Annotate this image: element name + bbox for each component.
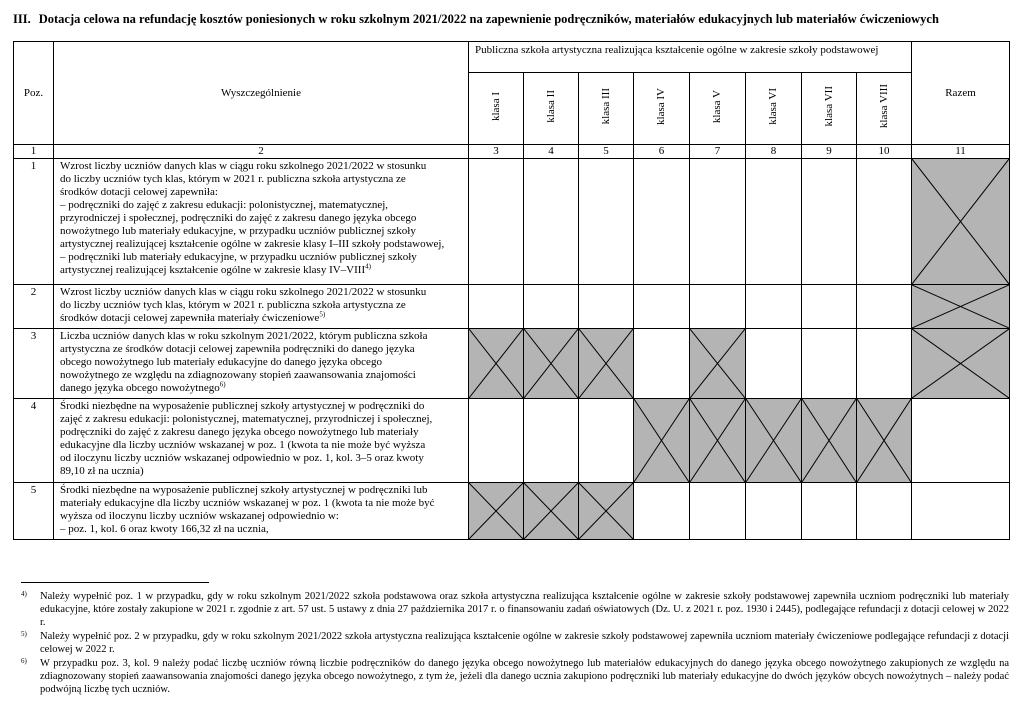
- cross-mark-icon: [469, 329, 523, 398]
- footnote-ref: 4): [365, 262, 371, 271]
- cell-input[interactable]: [524, 285, 579, 329]
- footnote-4: [21, 590, 1009, 630]
- desc-line: – poz. 1, kol. 6 oraz kwoty 166,32 zł na ucznia,: [60, 523, 269, 535]
- cross-mark-icon: [469, 483, 523, 539]
- row-description: [54, 483, 469, 540]
- column-number: 6: [634, 145, 690, 159]
- cell-input[interactable]: [857, 159, 912, 285]
- row-poz: 1: [14, 159, 54, 285]
- footnote-ref: 5): [319, 310, 326, 319]
- header-klasa-3: klasa III: [599, 88, 612, 125]
- footnote-marker: 6): [21, 657, 27, 665]
- cell-input[interactable]: [912, 483, 1010, 540]
- column-number-row: [14, 145, 1010, 159]
- footnote-5: [21, 630, 1009, 656]
- desc-line: nowożytnego lub materiały edukacyjne, w przypadku uczniów publicznej szkoły: [60, 225, 416, 237]
- desc-line: środków dotacji celowej zapewniła:: [60, 186, 218, 198]
- crossed-out-cell: [469, 483, 524, 540]
- cell-input[interactable]: [690, 285, 746, 329]
- footnote-marker: 4): [21, 590, 27, 598]
- desc-line: [60, 312, 464, 325]
- row-poz: 2: [14, 285, 54, 329]
- cell-input[interactable]: [634, 159, 690, 285]
- cross-mark-icon: [634, 399, 689, 482]
- section-title-text: Dotacja celowa na refundację kosztów poniesionych w roku szkolnym 2021/2022 na zapewnienie podręczników, materiałów edukacyjnych lub materiałów ćwiczeniowych: [38, 12, 939, 26]
- column-number: 9: [802, 145, 857, 159]
- cross-mark-icon: [912, 159, 1009, 284]
- desc-line: artystyczna ze środków dotacji celowej zapewniła podręczniki do danego języka: [60, 343, 415, 355]
- table-row: [14, 329, 1010, 399]
- crossed-out-cell: [912, 285, 1010, 329]
- desc-line: Środki niezbędne na wyposażenie publicznej szkoły artystycznej w podręczniki lub: [60, 484, 428, 496]
- crossed-out-cell: [524, 329, 579, 399]
- header-klasa-4: klasa IV: [655, 88, 667, 125]
- cell-input[interactable]: [802, 329, 857, 399]
- cell-input[interactable]: [802, 159, 857, 285]
- crossed-out-cell: [579, 483, 634, 540]
- column-number: 10: [857, 145, 912, 159]
- table-row: [14, 285, 1010, 329]
- desc-line: Środki niezbędne na wyposażenie publicznej szkoły artystycznej w podręczniki do: [60, 400, 425, 412]
- desc-line: przyrodniczej i społecznej, podręczniki do zajęć z zakresu danego języka obcego: [60, 212, 417, 224]
- table-row: [14, 483, 1010, 540]
- section-title: [13, 12, 1003, 27]
- cell-input[interactable]: [690, 159, 746, 285]
- cell-input[interactable]: [802, 483, 857, 540]
- row-description: [54, 159, 469, 285]
- cell-input[interactable]: [746, 159, 802, 285]
- cell-input[interactable]: [469, 399, 524, 483]
- header-klasa-2: klasa II: [544, 90, 557, 123]
- row-poz: 5: [14, 483, 54, 540]
- footnote-text: Należy wypełnić poz. 1 w przypadku, gdy w roku szkolnym 2021/2022 szkoła podstawowa oraz szkoła artystyczna realizująca kształcenie ogólne w zakresie szkoły podstawowej zapewniła uczniom podręczniki lub materiały edukacyjne, które zostały zakupione w 2021 r. zgodnie z art. 57 ust. 5 ustawy z dnia 27 października 2017 r. o finansowaniu zadań oświatowych (Dz. U. z 2021 r. poz. 1930 i 2445), podlegające refundacji z dotacji celowej w 2022 r.: [40, 591, 1009, 629]
- desc-line: do liczby uczniów tych klas, którym w 2021 r. publiczna szkoła artystyczna ze: [60, 299, 406, 311]
- desc-line: od iloczynu liczby uczniów wskazanej odpowiednio w poz. 1, kol. 3–5 oraz kwoty: [60, 452, 424, 464]
- crossed-out-cell: [634, 399, 690, 483]
- footnote-separator: [21, 582, 209, 583]
- cross-mark-icon: [579, 329, 633, 398]
- header-klasa-6: klasa VI: [767, 88, 779, 125]
- column-number: 8: [746, 145, 802, 159]
- desc-line: Wzrost liczby uczniów danych klas w ciągu roku szkolnego 2021/2022 w stosunku: [60, 286, 427, 298]
- crossed-out-cell: [802, 399, 857, 483]
- crossed-out-cell: [524, 483, 579, 540]
- crossed-out-cell: [690, 329, 746, 399]
- cell-input[interactable]: [746, 483, 802, 540]
- desc-line-text: artystycznej realizującej kształcenie ogólne w zakresie klasy IV–VIII: [60, 264, 366, 276]
- desc-line: obcego nowożytnego lub materiały edukacyjne do danego języka obcego: [60, 356, 382, 368]
- table-row: [14, 159, 1010, 285]
- desc-line: do liczby uczniów tych klas, którym w 2021 r. publiczna szkoła artystyczna ze: [60, 173, 406, 185]
- table-row: [14, 399, 1010, 483]
- row-description: [54, 329, 469, 399]
- cell-input[interactable]: [857, 285, 912, 329]
- header-klasa-1: klasa I: [489, 91, 502, 121]
- column-number: 1: [14, 145, 54, 159]
- cross-mark-icon: [524, 483, 578, 539]
- desc-line: Wzrost liczby uczniów danych klas w ciągu roku szkolnego 2021/2022 w stosunku: [60, 160, 427, 172]
- desc-line: – podręczniki lub materiały edukacyjne, w przypadku uczniów publicznej szkoły: [60, 251, 417, 263]
- column-number: 4: [524, 145, 579, 159]
- cross-mark-icon: [690, 329, 745, 398]
- cross-mark-icon: [690, 399, 745, 482]
- cross-mark-icon: [579, 483, 633, 539]
- footnote-6: [21, 657, 1009, 697]
- desc-line: podręczniki do zajęć z zakresu danego języka obcego nowożytnego lub materiały: [60, 426, 419, 438]
- cell-input[interactable]: [634, 285, 690, 329]
- cell-input[interactable]: [746, 285, 802, 329]
- header-klasa-7: klasa VII: [822, 86, 835, 127]
- cell-input[interactable]: [469, 159, 524, 285]
- row-poz: 4: [14, 399, 54, 483]
- desc-line: zajęć z zakresu edukacji: polonistycznej, matematycznej, przyrodniczej i społecznej,: [60, 413, 433, 425]
- column-number: 11: [912, 145, 1010, 159]
- cell-input[interactable]: [634, 329, 690, 399]
- cross-mark-icon: [802, 399, 856, 482]
- header-klasa-8: klasa VIII: [877, 84, 890, 129]
- footnote-ref: 6): [219, 380, 226, 389]
- desc-line: [60, 382, 464, 395]
- cross-mark-icon: [912, 285, 1009, 328]
- column-number: 7: [690, 145, 746, 159]
- desc-line: artystycznej realizującej kształcenie ogólne w zakresie klasy I–III szkoły podstawowej,: [60, 238, 445, 250]
- desc-line: nowożytnego ze względu na zdiagnozowany stopień zaawansowania znajomości: [60, 369, 416, 381]
- cell-input[interactable]: [746, 329, 802, 399]
- cell-input[interactable]: [579, 285, 634, 329]
- cell-input[interactable]: [857, 329, 912, 399]
- desc-line: [60, 264, 464, 277]
- cell-input[interactable]: [634, 483, 690, 540]
- row-poz: 3: [14, 329, 54, 399]
- header-razem: Razem: [912, 42, 1010, 145]
- cell-input[interactable]: [524, 159, 579, 285]
- cross-mark-icon: [857, 399, 911, 482]
- column-number: 5: [579, 145, 634, 159]
- cross-mark-icon: [912, 329, 1009, 398]
- desc-line: – podręczniki do zajęć z zakresu edukacji: polonistycznej, matematycznej,: [60, 199, 389, 211]
- cell-input[interactable]: [802, 285, 857, 329]
- header-school-group: Publiczna szkoła artystyczna realizująca kształcenie ogólne w zakresie szkoły podstawowej: [469, 42, 912, 73]
- crossed-out-cell: [912, 159, 1010, 285]
- cross-mark-icon: [746, 399, 801, 482]
- footnote-text: W przypadku poz. 3, kol. 9 należy podać liczbę uczniów równą liczbie podręczników do danego języka obcego nowożytnego lub materiałów edukacyjnych do danego języka obcego nowożytnego zakupionych ze względu na zdiagnozowany stopień zaawansowania znajomości danego języka obcego nowożytnego, z tym że, jeżeli dla danego ucznia zakupiono podręczniki lub materiały edukacyjne do dwóch języków obcych nowożytnych – należy podać podwójną liczbę tych uczniów.: [40, 658, 1009, 696]
- desc-line: wyższa od iloczynu liczby uczniów wskazanej odpowiednio w:: [60, 510, 339, 522]
- cell-input[interactable]: [469, 285, 524, 329]
- cell-input[interactable]: [857, 483, 912, 540]
- footnote-marker: 5): [21, 630, 27, 638]
- cell-input[interactable]: [579, 399, 634, 483]
- crossed-out-cell: [469, 329, 524, 399]
- crossed-out-cell: [690, 399, 746, 483]
- desc-line: 89,10 zł na ucznia): [60, 465, 144, 477]
- cross-mark-icon: [524, 329, 578, 398]
- desc-line-text: danego języka obcego nowożytnego: [60, 382, 220, 394]
- section-number: III.: [13, 12, 31, 26]
- header-klasa-5: klasa V: [711, 89, 723, 124]
- desc-line-text: środków dotacji celowej zapewniła materiały ćwiczeniowe: [60, 312, 320, 324]
- footnote-text: Należy wypełnić poz. 2 w przypadku, gdy w roku szkolnym 2021/2022 szkoła artystyczna realizująca kształcenie ogólne w zakresie szkoły podstawowej zapewniła uczniom materiały ćwiczeniowe podlegające refundacji z dotacji celowej w 2022 r.: [40, 631, 1009, 656]
- header-poz: Poz.: [14, 42, 54, 145]
- cell-input[interactable]: [690, 483, 746, 540]
- row-description: [54, 285, 469, 329]
- column-number: 2: [54, 145, 469, 159]
- cell-input[interactable]: [579, 159, 634, 285]
- crossed-out-cell: [912, 329, 1010, 399]
- crossed-out-cell: [579, 329, 634, 399]
- header-wyszczegolnienie: Wyszczególnienie: [54, 42, 469, 145]
- row-description: [54, 399, 469, 483]
- crossed-out-cell: [746, 399, 802, 483]
- column-number: 3: [469, 145, 524, 159]
- dotacja-table: [13, 41, 1010, 540]
- desc-line: Liczba uczniów danych klas w roku szkolnym 2021/2022, którym publiczna szkoła: [60, 330, 428, 342]
- cell-input[interactable]: [912, 399, 1010, 483]
- crossed-out-cell: [857, 399, 912, 483]
- desc-line: edukacyjne dla liczby uczniów wskazanej w poz. 1 (kwota ta nie może być wyższa: [60, 439, 426, 451]
- cell-input[interactable]: [524, 399, 579, 483]
- desc-line: materiały edukacyjne dla liczby uczniów wskazanej w poz. 1 (kwota ta nie może być: [60, 497, 435, 509]
